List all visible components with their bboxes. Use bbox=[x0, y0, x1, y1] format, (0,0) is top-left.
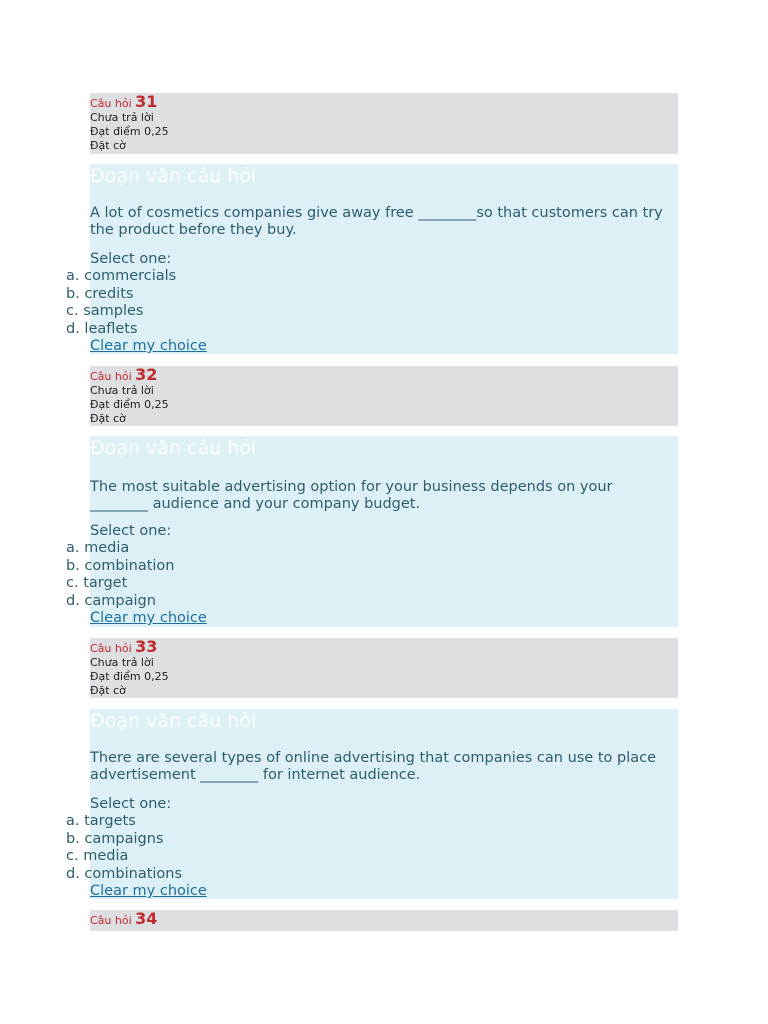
answer-option[interactable]: b. credits bbox=[66, 285, 134, 302]
answer-option[interactable]: b. combination bbox=[66, 557, 175, 574]
question-text-heading: Đoạn văn câu hỏi bbox=[90, 437, 257, 459]
answer-option[interactable]: d. leaflets bbox=[66, 320, 138, 337]
question-points: Đạt điểm 0,25 bbox=[90, 398, 169, 411]
question-content-31 bbox=[66, 164, 678, 354]
question-status: Chưa trả lời bbox=[90, 384, 154, 397]
question-points: Đạt điểm 0,25 bbox=[90, 125, 169, 138]
question-info-32 bbox=[90, 366, 678, 426]
question-text: A lot of cosmetics companies give away free ________so that customers can try the product before they buy. bbox=[90, 205, 663, 238]
clear-choice-link[interactable]: Clear my choice bbox=[90, 338, 207, 354]
question-status: Chưa trả lời bbox=[90, 111, 154, 124]
answer-option[interactable]: d. combinations bbox=[66, 865, 183, 882]
flag-question-link[interactable]: Đặt cờ bbox=[90, 139, 126, 152]
clear-choice-link[interactable]: Clear my choice bbox=[90, 883, 207, 899]
answer-option[interactable]: c. target bbox=[66, 575, 128, 591]
question-status: Chưa trả lời bbox=[90, 656, 154, 669]
answer-options bbox=[66, 540, 174, 610]
question-content-33 bbox=[66, 709, 678, 899]
question-text-heading: Đoạn văn câu hỏi bbox=[90, 710, 257, 732]
answer-options bbox=[66, 813, 182, 883]
question-number: Câu hỏi 32 bbox=[90, 365, 158, 384]
select-one-prompt: Select one: bbox=[90, 251, 172, 267]
question-info-34 bbox=[90, 910, 678, 931]
question-info-33 bbox=[90, 638, 678, 698]
select-one-prompt: Select one: bbox=[90, 796, 172, 812]
question-number: Câu hỏi 33 bbox=[90, 637, 158, 656]
question-number: Câu hỏi 31 bbox=[90, 92, 158, 111]
answer-option[interactable]: a. media bbox=[66, 540, 130, 556]
question-text: There are several types of online advertising that companies can use to place advertisement ________ for internet audience. bbox=[90, 750, 657, 783]
question-content-32 bbox=[66, 436, 678, 627]
answer-option[interactable]: c. media bbox=[66, 848, 129, 864]
question-points: Đạt điểm 0,25 bbox=[90, 670, 169, 683]
flag-question-link[interactable]: Đặt cờ bbox=[90, 412, 126, 425]
answer-option[interactable]: b. campaigns bbox=[66, 830, 164, 847]
question-info-31 bbox=[90, 93, 678, 154]
answer-option[interactable]: a. commercials bbox=[66, 268, 177, 284]
answer-option[interactable]: c. samples bbox=[66, 303, 144, 319]
select-one-prompt: Select one: bbox=[90, 523, 172, 539]
clear-choice-link[interactable]: Clear my choice bbox=[90, 610, 207, 626]
answer-option[interactable]: d. campaign bbox=[66, 592, 156, 609]
question-text: The most suitable advertising option for your business depends on your ________ audience and your company budget. bbox=[90, 479, 613, 512]
question-text-heading: Đoạn văn câu hỏi bbox=[90, 165, 257, 187]
answer-options bbox=[66, 268, 176, 338]
question-number: Câu hỏi 34 bbox=[90, 909, 158, 928]
answer-option[interactable]: a. targets bbox=[66, 813, 136, 829]
flag-question-link[interactable]: Đặt cờ bbox=[90, 684, 126, 697]
